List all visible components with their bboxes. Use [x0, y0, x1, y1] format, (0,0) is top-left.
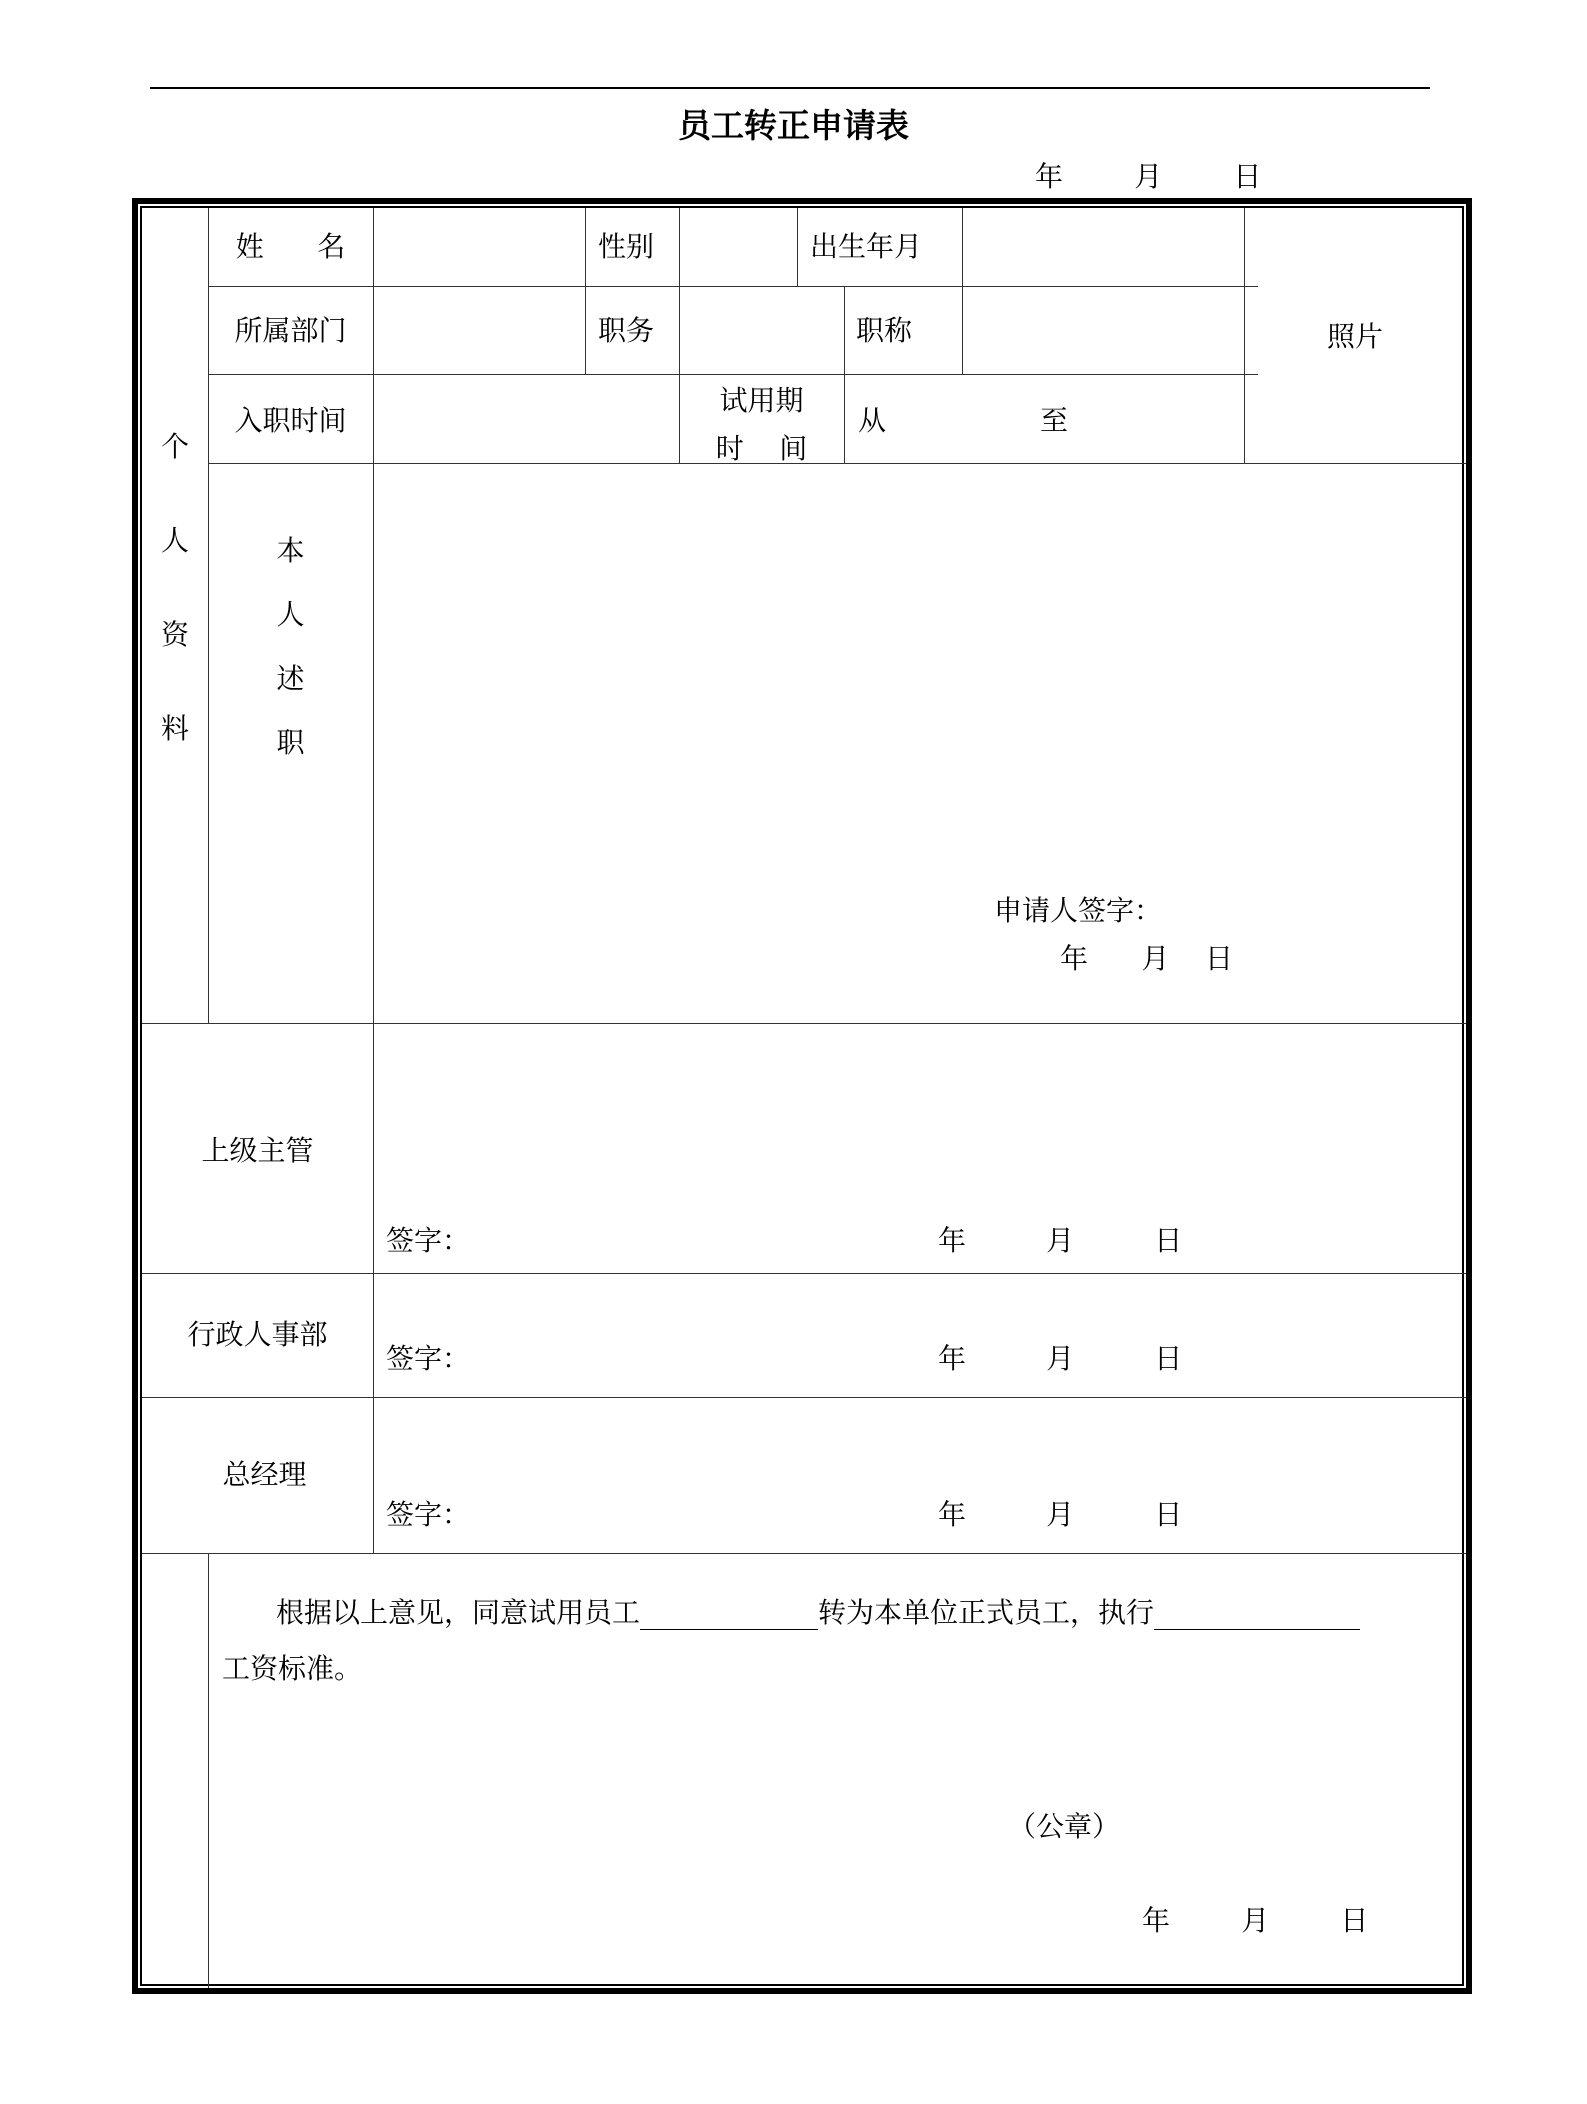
statement-label-char-4: 职 [276, 726, 305, 759]
decision-text-2: 转为本单位正式员工，执行 [818, 1596, 1155, 1629]
supervisor-comment-area[interactable] [374, 1024, 1464, 1204]
join-date-label: 入职时间 [234, 404, 347, 437]
position-label: 职务 [598, 314, 655, 347]
employee-name-blank[interactable] [640, 1601, 818, 1630]
name-label: 姓 名 [235, 230, 346, 263]
name-field[interactable] [374, 209, 584, 285]
hr-admin-date: 年 月 日 [938, 1342, 1183, 1375]
general-manager-date: 年 月 日 [938, 1498, 1183, 1531]
supervisor-date: 年 月 日 [938, 1224, 1183, 1257]
statement-textarea[interactable] [374, 464, 1464, 844]
dept-field[interactable] [374, 287, 584, 373]
header-date: 年 月 日 [1035, 160, 1262, 193]
probation-from-label: 从 [858, 404, 887, 437]
page-title: 员工转正申请表 [678, 106, 909, 145]
section-label-char-1: 个 [160, 430, 189, 463]
statement-label-char-2: 人 [276, 598, 305, 631]
general-manager-label: 总经理 [222, 1458, 307, 1491]
form-table [140, 206, 1464, 1986]
supervisor-label: 上级主管 [201, 1134, 314, 1167]
gender-label: 性别 [598, 230, 655, 263]
job-title-field[interactable] [963, 287, 1243, 373]
birth-field[interactable] [963, 209, 1243, 285]
salary-standard-blank[interactable] [1154, 1601, 1360, 1630]
probation-to-label: 至 [1040, 404, 1069, 437]
supervisor-sign-label: 签字： [386, 1224, 471, 1257]
decision-line-1 [276, 1596, 1360, 1630]
photo-label: 照片 [1326, 320, 1383, 353]
probation-label-line1: 试用期 [719, 384, 804, 417]
applicant-date: 年 月 日 [1060, 942, 1234, 975]
probation-label-line2: 时 间 [715, 432, 808, 465]
section-label-char-4: 料 [160, 712, 189, 745]
section-label-char-2: 人 [160, 524, 189, 557]
position-field[interactable] [680, 287, 843, 373]
top-rule [150, 87, 1430, 89]
official-seal-label: （公章） [1008, 1810, 1121, 1843]
photo-area[interactable] [1245, 209, 1465, 462]
decision-text-1: 根据以上意见，同意试用员工 [276, 1596, 641, 1629]
dept-label: 所属部门 [234, 314, 347, 347]
hr-admin-sign-label: 签字： [386, 1342, 471, 1375]
section-label-char-3: 资 [160, 618, 189, 651]
job-title-label: 职称 [856, 314, 913, 347]
statement-label-char-1: 本 [276, 534, 305, 567]
decision-text-3: 工资标准。 [222, 1652, 363, 1685]
birth-label: 出生年月 [810, 230, 923, 263]
statement-label-char-3: 述 [276, 662, 305, 695]
hr-admin-label: 行政人事部 [187, 1318, 328, 1351]
applicant-sign-label: 申请人签字： [994, 894, 1163, 927]
gender-field[interactable] [680, 209, 796, 285]
decision-date: 年 月 日 [1142, 1904, 1369, 1937]
join-date-field[interactable] [374, 375, 678, 462]
general-manager-sign-label: 签字： [386, 1498, 471, 1531]
